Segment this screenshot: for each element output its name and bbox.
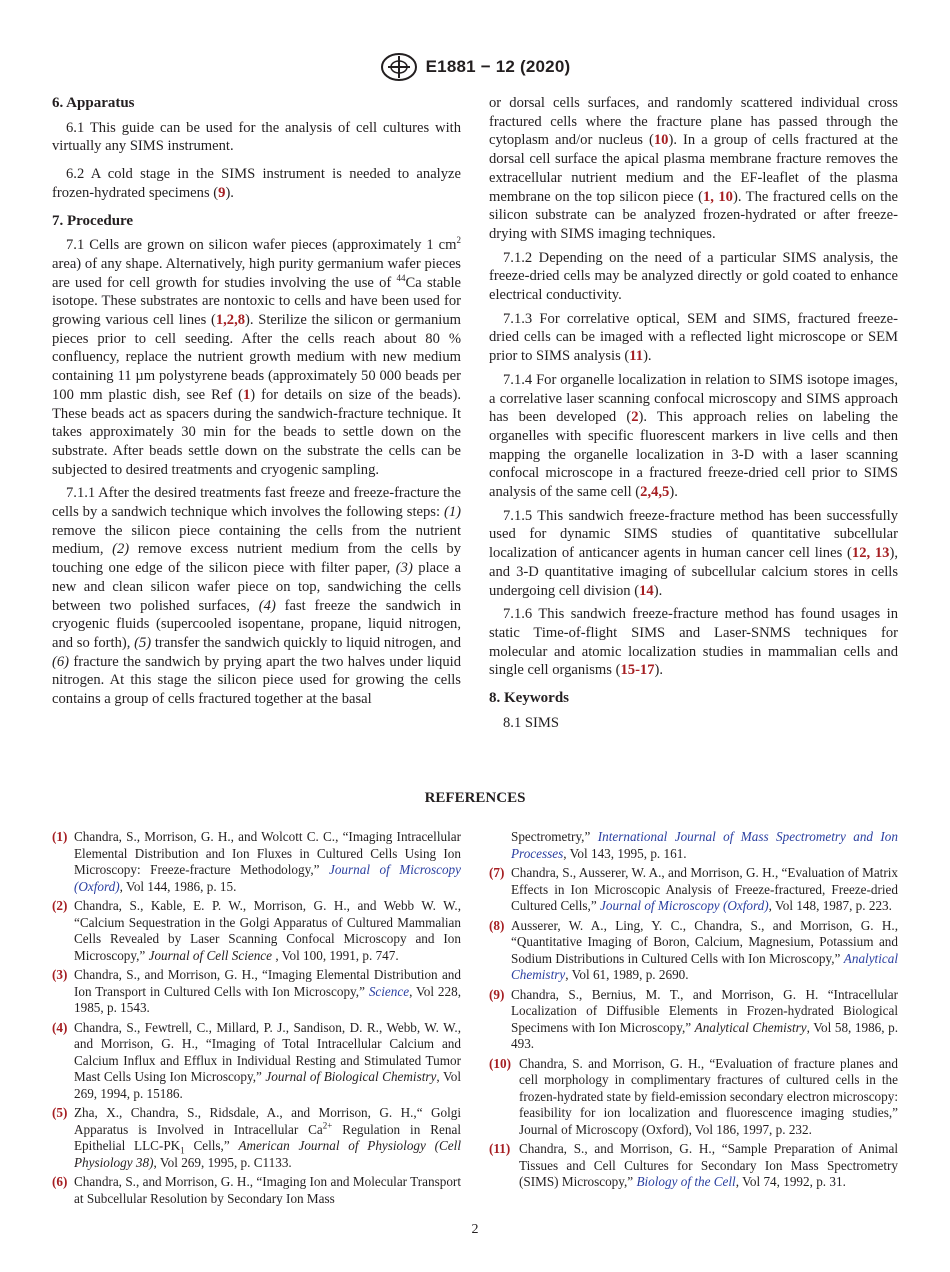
page-header xyxy=(0,52,950,87)
reference-item: (3) Chandra, S., and Morrison, G. H., “Imaging Elemental Distribution and Ion Transport in Cultured Cells with Ion Microscopy,” Science, Vol 228, 1985, p. 1543. xyxy=(52,967,462,1015)
right-column xyxy=(489,94,898,738)
ref-link[interactable]: 14 xyxy=(639,582,654,599)
para-7-1-3: 7.1.3 For correlative optical, SEM and SIMS, fractured freeze-dried cells can be imaged with a reflected light microscope or SEM prior to SIMS analysis (11). xyxy=(489,310,898,365)
journal-link[interactable]: Science xyxy=(368,983,410,999)
reference-number: (3) xyxy=(52,967,68,982)
references-right-column xyxy=(489,829,898,1194)
para-7-1-4: 7.1.4 For organelle localization in relation to SIMS isotope images, a correlative laser scanning confocal microscopy and SIMS approach has been developed (2). This approach relies on labeling the organelles with specific fluorescent markers in live cells and then mapping the organelle localization in 3-D with a laser scanning confocal microscope in a fractured freeze-dried cell prior to SIMS analysis of the same cell (2,4,5). xyxy=(489,371,898,501)
standard-designation: E1881 − 12 (2020) xyxy=(425,57,571,76)
journal-link[interactable]: Journal of Microscopy (Oxford) xyxy=(74,862,461,894)
reference-item: (9) Chandra, S., Bernius, M. T., and Morrison, G. H. “Intracellular Localization of Diffusible Elements in Frozen-hydrated Biological Specimens with Ion Microscopy,” Analytical Chemistry, Vol 58, 1986, p. 493. xyxy=(489,986,899,1051)
section-7-heading: 7. Procedure xyxy=(52,212,134,229)
reference-number: (6) xyxy=(52,1174,68,1189)
para-7-1-1-cont: or dorsal cells surfaces, and randomly scattered individual cross fractured cells where the fracture plane has passed through the cytoplasm and/or nucleus (10). In a group of cells fractured at the dorsal cell surface the apical plasma membrane fracture removes the extracellular nutrient medium and the EF-leaflet of the plasma membrane on the top silicon piece (1, 10). The fractured cells on the silicon substrate can be analyzed frozen-hydrated or after freeze-drying with SIMS imaging techniques. xyxy=(489,95,898,242)
ref-link[interactable]: 11 xyxy=(629,348,644,365)
left-column xyxy=(52,94,461,714)
para-7-1-1: 7.1.1 After the desired treatments fast freeze and freeze-fracture the cells by a sandwich technique which involves the following steps: (1) remove the silicon piece containing the cells from the nutrient medium, (2) remove excess nutrient medium from the cells by touching one edge of the silicon piece with filter paper, (3) place a new and clean silicon wafer piece on top, sandwiching the cells between two polished surfaces, (4) fast freeze the sandwich in cryogenic fluids (supercooled isopentane, propane, liquid nitrogen, and so forth), (5) transfer the sandwich quickly to liquid nitrogen, and (6) fracture the sandwich by prying apart the two halves under liquid nitrogen. At this stage the silicon piece used for growing the cells contains a group of cells fractured together at the basal xyxy=(52,485,462,708)
reference-number: (7) xyxy=(489,865,505,880)
reference-number: (4) xyxy=(52,1019,68,1035)
reference-number: (11) xyxy=(489,1141,511,1156)
reference-item: (7) Chandra, S., Ausserer, W. A., and Morrison, G. H., “Evaluation of Matrix Effects in Ion Microscopic Analysis of Freeze-fractured, Freeze-dried Cultured Cells,” Journal of Microscopy (Oxford), Vol 148, 1987, p. 223. xyxy=(489,865,898,913)
ref-link[interactable]: 2 xyxy=(631,409,639,426)
page-number: 2 xyxy=(471,1222,479,1237)
para-8-1: 8.1 SIMS xyxy=(503,714,559,731)
reference-number: (10) xyxy=(489,1055,511,1071)
section-8-heading: 8. Keywords xyxy=(489,690,569,707)
journal-link[interactable]: Biology of the Cell xyxy=(636,1174,736,1189)
reference-item: (1) Chandra, S., Morrison, G. H., and Wolcott C. C., “Imaging Intracellular Elemental Distribution and Ion Fluxes in Cultured Cells Using Ion Microscopy: Freeze-fracture Methodology,” Journal of Microscopy (Oxford), Vol 144, 1986, p. 15. xyxy=(52,829,461,894)
reference-item: (8) Ausserer, W. A., Ling, Y. C., Chandra, S., and Morrison, G. H., “Quantitative Imaging of Boron, Calcium, Magnesium, Potassium and Sodium Distributions in Cultured Cells with Ion Microscopy,” Analytical Chemistry, Vol 61, 1989, p. 2690. xyxy=(489,917,898,982)
reference-number: (1) xyxy=(52,829,68,844)
ref-link[interactable]: 15-17 xyxy=(620,662,655,679)
para-7-1: 7.1 Cells are grown on silicon wafer pieces (approximately 1 $cm^2$ area) of any shape. Alternatively, high purity germanium wafer pieces are used for cell growth for studies involving the use of $^{44}$Ca stable isotope. These substrates are nontoxic to cells and have been used for growing various cell lines (1,2,8). Sterilize the silicon or germanium pieces prior to cell seeding. After the cells reach about 80 % confluency, replace the nutrient growth medium with new medium containing 11 µm polystyrene beads (approximately 50 000 beads per 100 mm plastic dish, see Ref (1) for details on size of the beads). These beads act as spacers during the sandwich-fracture technique. It takes approximately 30 min for the beads to settle down on the substrate. After beads settle down on the substrate the cells can be subjected to desired treatments and cryogenic sampling. xyxy=(52,235,462,478)
ref-link[interactable]: 10 xyxy=(653,132,669,149)
references-title: REFERENCES xyxy=(424,790,526,806)
reference-item: (10) Chandra, S. and Morrison, G. H., “Evaluation of fracture planes and cell morphology in complimentary fractures of cultured cells in the frozen-hydrated state by field-emission secondary electron microscopy: feasibility for ion localization and fluorescence imaging studies,” Journal of Microscopy (Oxford), Vol 186, 1997, p. 232. xyxy=(489,1055,898,1137)
ref-link[interactable]: 2,4,5 xyxy=(640,484,670,501)
reference-number: (5) xyxy=(52,1105,68,1120)
ref-link[interactable]: 1 xyxy=(243,386,251,403)
reference-item: (11) Chandra, S., and Morrison, G. H., “Sample Preparation of Animal Tissues and Cell Cultures for Secondary Ion Mass Spectrometry (SIMS) Microscopy,” Biology of the Cell, Vol 74, 1992, p. 31. xyxy=(489,1141,898,1189)
ref-link[interactable]: 12, 13 xyxy=(851,545,890,562)
reference-item: (4) Chandra, S., Fewtrell, C., Millard, P. J., Sandison, D. R., Webb, W. W., and Morrison, G. H., “Imaging of Total Intracellular Calcium and Calcium Influx and Efflux in Individual Resting and Stimulated Tumor Mast Cells Using Ion Microscopy,” Journal of Biological Chemistry, Vol 269, 1994, p. 15186. xyxy=(52,1019,462,1101)
reference-item-continued: Spectrometry,” International Journal of Mass Spectrometry and Ion Processes, Vol 143, 1995, p. 161. xyxy=(511,829,898,861)
reference-item: (2) Chandra, S., Kable, E. P. W., Morrison, G. H., and Webb W. W., “Calcium Sequestration in the Golgi Apparatus of Cultured Mammalian Cells Revealed by Laser Scanning Confocal Microscopy and Ion Microscopy,” Journal of Cell Science , Vol 100, 1991, p. 747. xyxy=(52,898,461,963)
reference-number: (9) xyxy=(489,986,505,1002)
para-7-1-6: 7.1.6 This sandwich freeze-fracture method has found usages in static Time-of-flight SIMS and Laser-SNMS techniques for molecular and atomic localization studies in mammalian cells and single cell organisms (15-17). xyxy=(489,606,898,679)
section-6-heading: 6. Apparatus xyxy=(52,95,135,111)
reference-number: (2) xyxy=(52,898,68,913)
reference-item: (6) Chandra, S., and Morrison, G. H., “Imaging Ion and Molecular Transport at Subcellular Resolution by Secondary Ion Mass xyxy=(52,1174,461,1206)
ref-link[interactable]: 1, 10 xyxy=(702,188,733,205)
reference-number: (8) xyxy=(489,917,505,933)
ref-link[interactable]: 9 xyxy=(218,184,226,201)
journal-link[interactable]: Journal of Microscopy (Oxford) xyxy=(600,898,769,913)
para-6-1: 6.1 This guide can be used for the analysis of cell cultures with virtually any SIMS instrument. xyxy=(52,119,461,155)
references-left-column xyxy=(52,829,461,1210)
para-7-1-5: 7.1.5 This sandwich freeze-fracture method has been successfully used for dynamic SIMS studies of quantitative subcellular localization of anticancer agents in human cancer cell lines (12, 13), and 3-D quantitative imaging of subcellular calcium stores in cells undergoing cell division (14). xyxy=(489,507,898,599)
ref-link[interactable]: 1,2,8 xyxy=(215,312,246,329)
journal-link[interactable]: International Journal of Mass Spectrometry and Ion Processes xyxy=(511,829,898,861)
reference-item: (5) Zha, X., Chandra, S., Ridsdale, A., and Morrison, G. H.,“ Golgi Apparatus is Involved in Intracellular $Ca^{2+}$ Regulation in Renal Epithelial LLC-$PK_1$ Cells,” American Journal of Physiology (Cell Physiology 38), Vol 269, 1995, p. C1133. xyxy=(52,1105,461,1170)
para-7-1-2: 7.1.2 Depending on the need of a particular SIMS analysis, the freeze-dried cells may be analyzed directly or gold coated to enhance electrical conductivity. xyxy=(489,249,898,304)
para-6-2: 6.2 A cold stage in the SIMS instrument is needed to analyze frozen-hydrated specimens (9). xyxy=(52,166,461,201)
astm-logo-icon xyxy=(380,52,418,82)
journal-link[interactable]: Analytical Chemistry xyxy=(511,950,898,982)
